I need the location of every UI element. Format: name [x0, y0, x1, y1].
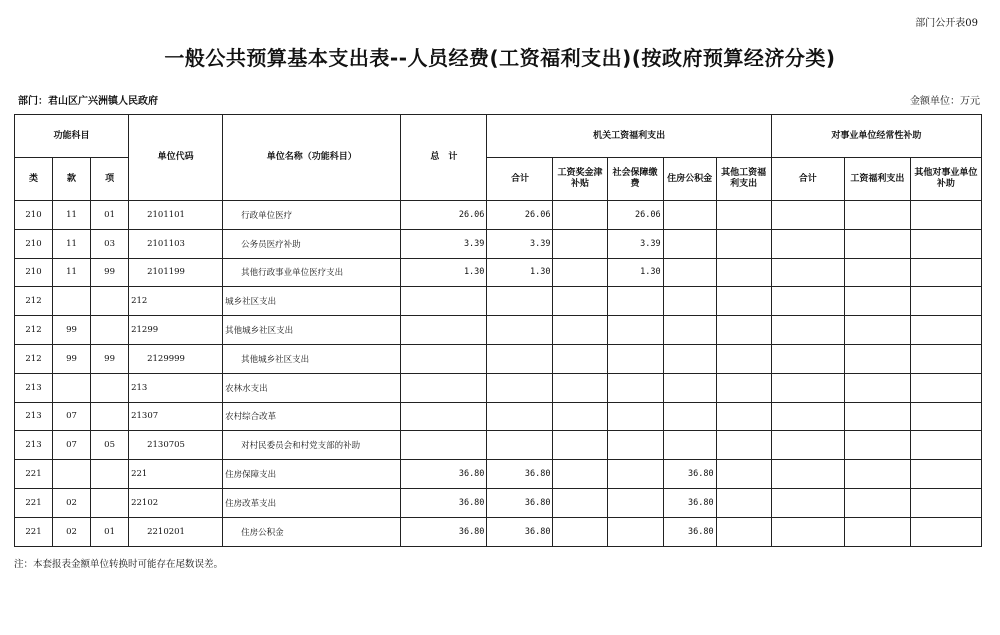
cell-inst-other — [910, 373, 981, 402]
cell-inst-sum — [771, 316, 844, 345]
table-row — [15, 344, 982, 373]
cell-inst-other — [910, 201, 981, 230]
cell-inst-wage — [844, 402, 910, 431]
header-unit-code: 单位代码 — [129, 115, 223, 201]
cell-org-sum — [487, 431, 553, 460]
cell-lei: 221 — [15, 488, 53, 517]
cell-org-other — [716, 316, 771, 345]
header-org-group: 机关工资福利支出 — [487, 115, 771, 158]
cell-inst-wage — [844, 287, 910, 316]
cell-inst-sum — [771, 229, 844, 258]
table-row — [15, 258, 982, 287]
cell-unit-code: 2101199 — [129, 258, 223, 287]
cell-inst-other — [910, 287, 981, 316]
cell-xiang — [91, 460, 129, 489]
cell-xiang: 99 — [91, 344, 129, 373]
cell-org-other — [716, 229, 771, 258]
cell-kuan — [53, 287, 91, 316]
cell-inst-sum — [771, 460, 844, 489]
cell-lei: 210 — [15, 229, 53, 258]
cell-org-other — [716, 517, 771, 546]
cell-unit-name: 行政单位医疗 — [223, 201, 401, 230]
header-org-bonus: 工资奖金津补贴 — [553, 158, 607, 201]
cell-xiang — [91, 373, 129, 402]
cell-org-sum: 36.80 — [487, 460, 553, 489]
cell-org-housing: 36.80 — [663, 517, 716, 546]
cell-org-social: 3.39 — [607, 229, 663, 258]
amount-unit-label: 金额单位：万元 — [910, 96, 980, 107]
cell-org-bonus — [553, 373, 607, 402]
cell-xiang: 05 — [91, 431, 129, 460]
cell-inst-sum — [771, 344, 844, 373]
cell-total: 36.80 — [401, 460, 487, 489]
cell-unit-name: 城乡社区支出 — [223, 287, 401, 316]
cell-org-sum: 3.39 — [487, 229, 553, 258]
table-row — [15, 229, 982, 258]
header-org-other: 其他工资福利支出 — [716, 158, 771, 201]
cell-inst-wage — [844, 517, 910, 546]
cell-org-other — [716, 258, 771, 287]
cell-org-bonus — [553, 201, 607, 230]
cell-org-bonus — [553, 431, 607, 460]
cell-inst-other — [910, 402, 981, 431]
cell-xiang — [91, 316, 129, 345]
table-row — [15, 287, 982, 316]
cell-unit-name: 农村综合改革 — [223, 402, 401, 431]
cell-xiang: 01 — [91, 517, 129, 546]
cell-org-other — [716, 287, 771, 316]
cell-org-housing — [663, 287, 716, 316]
cell-inst-wage — [844, 431, 910, 460]
cell-xiang — [91, 402, 129, 431]
cell-lei: 221 — [15, 460, 53, 489]
cell-org-sum: 36.80 — [487, 517, 553, 546]
cell-org-sum — [487, 287, 553, 316]
cell-org-social — [607, 402, 663, 431]
cell-org-social — [607, 488, 663, 517]
cell-lei: 212 — [15, 287, 53, 316]
header-unit-name: 单位名称（功能科目） — [223, 115, 401, 201]
cell-inst-wage — [844, 460, 910, 489]
cell-org-other — [716, 373, 771, 402]
header-total: 总 计 — [401, 115, 487, 201]
header-org-social: 社会保障缴费 — [607, 158, 663, 201]
cell-kuan: 02 — [53, 517, 91, 546]
cell-total: 3.39 — [401, 229, 487, 258]
cell-inst-other — [910, 488, 981, 517]
cell-org-sum: 26.06 — [487, 201, 553, 230]
table-row — [15, 517, 982, 546]
cell-unit-code: 2130705 — [129, 431, 223, 460]
cell-inst-other — [910, 229, 981, 258]
cell-org-bonus — [553, 316, 607, 345]
cell-inst-sum — [771, 258, 844, 287]
budget-table — [14, 114, 982, 547]
cell-kuan: 02 — [53, 488, 91, 517]
cell-inst-wage — [844, 229, 910, 258]
table-row — [15, 402, 982, 431]
cell-unit-name: 住房保障支出 — [223, 460, 401, 489]
cell-org-social — [607, 344, 663, 373]
header-inst-other: 其他对事业单位补助 — [910, 158, 981, 201]
cell-inst-sum — [771, 402, 844, 431]
cell-unit-code: 2101103 — [129, 229, 223, 258]
table-row — [15, 316, 982, 345]
cell-unit-code: 2129999 — [129, 344, 223, 373]
cell-org-other — [716, 431, 771, 460]
cell-kuan: 07 — [53, 402, 91, 431]
header-lei: 类 — [15, 158, 53, 201]
cell-inst-sum — [771, 373, 844, 402]
cell-total — [401, 431, 487, 460]
header-inst-group: 对事业单位经常性补助 — [771, 115, 981, 158]
table-row — [15, 431, 982, 460]
cell-org-other — [716, 402, 771, 431]
cell-org-housing — [663, 229, 716, 258]
cell-inst-wage — [844, 316, 910, 345]
cell-org-bonus — [553, 517, 607, 546]
cell-inst-other — [910, 460, 981, 489]
cell-org-bonus — [553, 287, 607, 316]
cell-org-social — [607, 373, 663, 402]
cell-unit-name: 其他城乡社区支出 — [223, 316, 401, 345]
cell-org-bonus — [553, 402, 607, 431]
cell-inst-sum — [771, 517, 844, 546]
cell-unit-code: 21307 — [129, 402, 223, 431]
table-row — [15, 488, 982, 517]
cell-inst-wage — [844, 258, 910, 287]
cell-inst-wage — [844, 201, 910, 230]
cell-total: 36.80 — [401, 517, 487, 546]
cell-inst-sum — [771, 488, 844, 517]
cell-lei: 213 — [15, 431, 53, 460]
cell-unit-code: 22102 — [129, 488, 223, 517]
cell-unit-name: 其他行政事业单位医疗支出 — [223, 258, 401, 287]
cell-kuan: 99 — [53, 316, 91, 345]
cell-kuan: 07 — [53, 431, 91, 460]
cell-inst-sum — [771, 287, 844, 316]
cell-total — [401, 287, 487, 316]
cell-org-other — [716, 460, 771, 489]
cell-unit-code: 221 — [129, 460, 223, 489]
cell-org-housing — [663, 344, 716, 373]
cell-org-housing — [663, 402, 716, 431]
cell-unit-name: 对村民委员会和村党支部的补助 — [223, 431, 401, 460]
cell-xiang: 99 — [91, 258, 129, 287]
cell-org-sum: 1.30 — [487, 258, 553, 287]
cell-org-social — [607, 517, 663, 546]
cell-unit-code: 2210201 — [129, 517, 223, 546]
cell-kuan: 11 — [53, 201, 91, 230]
department-label: 部门：君山区广兴洲镇人民政府 — [18, 96, 158, 107]
cell-inst-sum — [771, 431, 844, 460]
cell-org-housing: 36.80 — [663, 488, 716, 517]
header-xiang: 项 — [91, 158, 129, 201]
cell-inst-other — [910, 344, 981, 373]
cell-org-housing — [663, 258, 716, 287]
cell-total — [401, 344, 487, 373]
cell-total: 36.80 — [401, 488, 487, 517]
cell-org-sum — [487, 402, 553, 431]
cell-kuan: 11 — [53, 258, 91, 287]
cell-total — [401, 402, 487, 431]
cell-xiang: 03 — [91, 229, 129, 258]
cell-org-sum — [487, 316, 553, 345]
cell-xiang — [91, 287, 129, 316]
cell-inst-other — [910, 517, 981, 546]
cell-org-social: 1.30 — [607, 258, 663, 287]
cell-unit-name: 农林水支出 — [223, 373, 401, 402]
cell-total — [401, 316, 487, 345]
form-number: 部门公开表09 — [915, 18, 978, 29]
cell-org-social — [607, 460, 663, 489]
header-func-subject: 功能科目 — [15, 115, 129, 158]
cell-lei: 212 — [15, 344, 53, 373]
cell-unit-code: 213 — [129, 373, 223, 402]
cell-org-housing — [663, 316, 716, 345]
cell-org-social — [607, 431, 663, 460]
table-row — [15, 460, 982, 489]
header-org-housing: 住房公积金 — [663, 158, 716, 201]
table-row — [15, 201, 982, 230]
cell-total — [401, 373, 487, 402]
cell-org-bonus — [553, 488, 607, 517]
table-row — [15, 373, 982, 402]
cell-org-social — [607, 287, 663, 316]
cell-org-housing — [663, 201, 716, 230]
cell-org-bonus — [553, 460, 607, 489]
cell-org-bonus — [553, 229, 607, 258]
cell-kuan: 11 — [53, 229, 91, 258]
cell-lei: 213 — [15, 402, 53, 431]
cell-inst-wage — [844, 373, 910, 402]
cell-org-other — [716, 488, 771, 517]
cell-org-sum: 36.80 — [487, 488, 553, 517]
cell-inst-other — [910, 431, 981, 460]
cell-xiang: 01 — [91, 201, 129, 230]
page-title: 一般公共预算基本支出表--人员经费(工资福利支出)(按政府预算经济分类) — [164, 46, 836, 70]
cell-org-social: 26.06 — [607, 201, 663, 230]
header-inst-wage: 工资福利支出 — [844, 158, 910, 201]
cell-org-bonus — [553, 258, 607, 287]
cell-unit-name: 住房公积金 — [223, 517, 401, 546]
cell-org-sum — [487, 344, 553, 373]
cell-kuan — [53, 373, 91, 402]
cell-kuan: 99 — [53, 344, 91, 373]
header-kuan: 款 — [53, 158, 91, 201]
cell-total: 1.30 — [401, 258, 487, 287]
cell-lei: 210 — [15, 258, 53, 287]
cell-inst-sum — [771, 201, 844, 230]
cell-org-other — [716, 344, 771, 373]
cell-inst-other — [910, 258, 981, 287]
header-inst-sum: 合计 — [771, 158, 844, 201]
footnote: 注：本套报表金额单位转换时可能存在尾数误差。 — [14, 559, 224, 570]
cell-unit-name: 住房改革支出 — [223, 488, 401, 517]
cell-lei: 213 — [15, 373, 53, 402]
cell-org-sum — [487, 373, 553, 402]
header-org-sum: 合计 — [487, 158, 553, 201]
cell-total: 26.06 — [401, 201, 487, 230]
cell-unit-code: 2101101 — [129, 201, 223, 230]
cell-unit-name: 其他城乡社区支出 — [223, 344, 401, 373]
cell-org-housing — [663, 373, 716, 402]
cell-lei: 212 — [15, 316, 53, 345]
cell-unit-code: 21299 — [129, 316, 223, 345]
cell-xiang — [91, 488, 129, 517]
cell-inst-other — [910, 316, 981, 345]
cell-unit-code: 212 — [129, 287, 223, 316]
cell-org-other — [716, 201, 771, 230]
cell-lei: 221 — [15, 517, 53, 546]
cell-unit-name: 公务员医疗补助 — [223, 229, 401, 258]
cell-kuan — [53, 460, 91, 489]
cell-org-social — [607, 316, 663, 345]
cell-inst-wage — [844, 488, 910, 517]
cell-inst-wage — [844, 344, 910, 373]
cell-org-housing — [663, 431, 716, 460]
cell-org-bonus — [553, 344, 607, 373]
cell-lei: 210 — [15, 201, 53, 230]
cell-org-housing: 36.80 — [663, 460, 716, 489]
